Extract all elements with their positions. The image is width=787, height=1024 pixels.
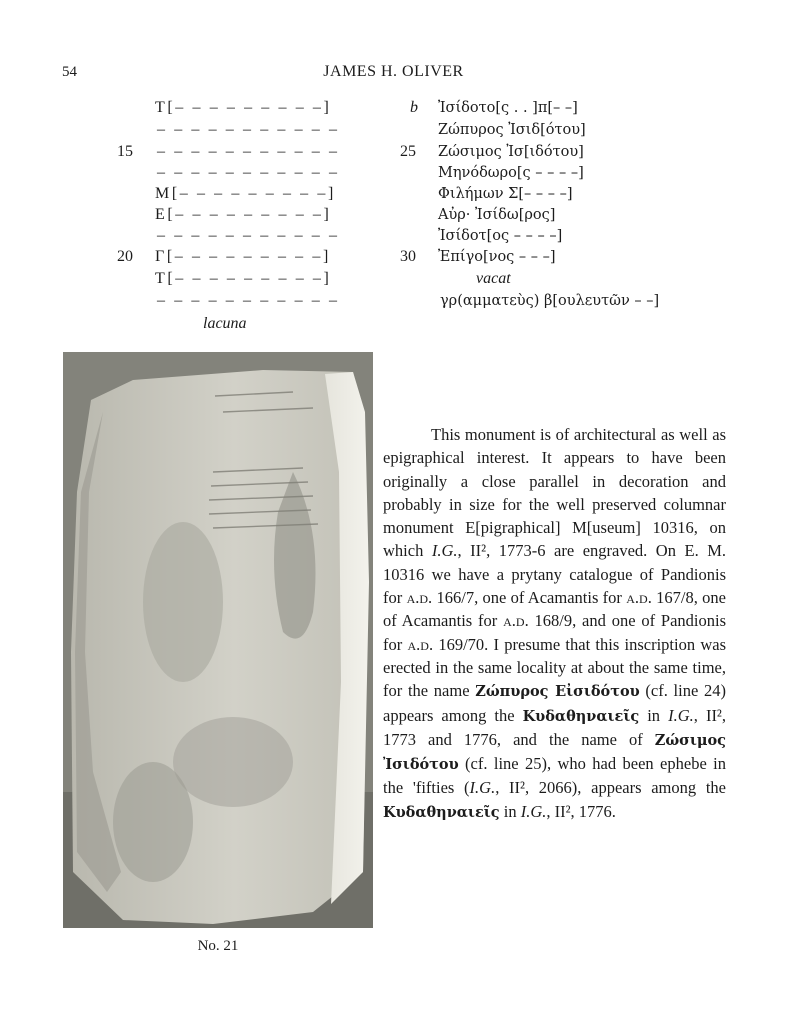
era-abbrev: a.d. bbox=[503, 611, 529, 631]
inscription-line: Αὐρ· Ἰσίδω[ρος] bbox=[438, 207, 556, 223]
text-run: , II², 2066), appears among the bbox=[495, 778, 726, 798]
inscription-line: Γ[– – – – – – – – –] bbox=[155, 248, 331, 265]
body-paragraph bbox=[383, 423, 726, 824]
text-run: in bbox=[499, 801, 521, 821]
inscription-line: Ἰσίδοτο[ς . . ]π[– –] bbox=[438, 100, 578, 116]
inscription-line: – – – – – – – – – – – bbox=[157, 164, 340, 181]
citation: I.G. bbox=[431, 541, 458, 561]
inscription-line: Ἐπίγο[νος – – –] bbox=[438, 249, 556, 265]
inscription-photograph bbox=[63, 352, 373, 928]
side-label: b bbox=[410, 99, 418, 116]
text-run: 167/8, one of Acamantis for bbox=[383, 588, 726, 631]
line-number: 25 bbox=[400, 143, 416, 160]
text-run: (cf. line 24) appears among the bbox=[383, 681, 726, 725]
paragraph bbox=[383, 423, 726, 824]
text-run: This monument is of architectural as well as epigraphical interest. It appears to have been originally a close parallel in decoration and probably in size for the well preserved columnar monument E[pigraphical] M[useum] 10316, on which bbox=[383, 425, 726, 561]
line-number: 30 bbox=[400, 248, 416, 265]
inscription-line: M[– – – – – – – – –] bbox=[155, 185, 336, 202]
inscription-line: – – – – – – – – – – – bbox=[157, 121, 340, 138]
page-number: 54 bbox=[62, 64, 77, 80]
inscription-line: T[– – – – – – – – –] bbox=[155, 270, 332, 287]
inscription-line: T[– – – – – – – – –] bbox=[155, 99, 332, 116]
stone-illustration bbox=[63, 352, 373, 928]
text-run: (cf. line 25), who had been ephebe in the 'fifties ( bbox=[383, 754, 726, 798]
inscription-line: Μηνόδωρο[ς – – – –] bbox=[438, 165, 584, 181]
line-number: 20 bbox=[117, 248, 133, 265]
inscription-line: Ἰσίδοτ[ος – – – –] bbox=[438, 228, 563, 244]
figure-caption: No. 21 bbox=[197, 938, 239, 954]
text-run: , II², 1776. bbox=[546, 801, 616, 821]
inscription-line: – – – – – – – – – – – bbox=[157, 292, 340, 309]
text-run: , II², 1773 and 1776, and the name of bbox=[383, 705, 727, 749]
greek-name: Κυδαθηναιεῖς bbox=[522, 707, 640, 725]
era-abbrev: a.d. bbox=[407, 634, 434, 654]
lacuna-note: lacuna bbox=[203, 315, 247, 332]
greek-name: Κυδαθηναιεῖς bbox=[383, 803, 500, 821]
era-abbrev: a.d. bbox=[626, 588, 652, 608]
text-run: 168/9, and one of Pandionis for bbox=[383, 611, 726, 654]
inscription-line: – – – – – – – – – – – bbox=[157, 227, 340, 244]
inscription-line: γρ(αμματεὺς) β[ουλευτῶν – –] bbox=[440, 293, 660, 309]
citation: I.G. bbox=[668, 705, 694, 725]
text-run: in bbox=[639, 705, 669, 725]
era-abbrev: a.d. bbox=[406, 588, 433, 608]
text-run: 166/7, one of Acamantis for bbox=[432, 588, 627, 608]
text-run: , II², bbox=[457, 541, 491, 561]
inscription-line: E[– – – – – – – – –] bbox=[155, 206, 332, 223]
citation: I.G. bbox=[469, 778, 496, 798]
inscription-line: Ζώπυρος Ἰσιδ[ότου] bbox=[438, 122, 586, 138]
text-run: 1773-6 are engraved. On E. M. 10316 we have a prytany catalogue of Pandionis for bbox=[383, 541, 727, 608]
inscription-line: – – – – – – – – – – – bbox=[157, 143, 340, 160]
text-run: 169/70. I presume that this inscription was erected in the same locality at about the same time, for the name bbox=[383, 634, 726, 701]
inscription-line: Φιλήμων Σ[– – – –] bbox=[438, 186, 573, 202]
running-head: JAMES H. OLIVER bbox=[323, 63, 464, 80]
inscription-line: Ζώσιμος Ἰσ[ιδότου] bbox=[438, 144, 584, 160]
greek-name: Ζώσιμος Ἰσιδότου bbox=[383, 731, 726, 774]
line-number: 15 bbox=[117, 143, 133, 160]
citation: I.G. bbox=[520, 801, 547, 821]
vacat-note: vacat bbox=[476, 270, 511, 287]
greek-name: Ζώπυρος Εἰσιδότου bbox=[475, 683, 640, 701]
